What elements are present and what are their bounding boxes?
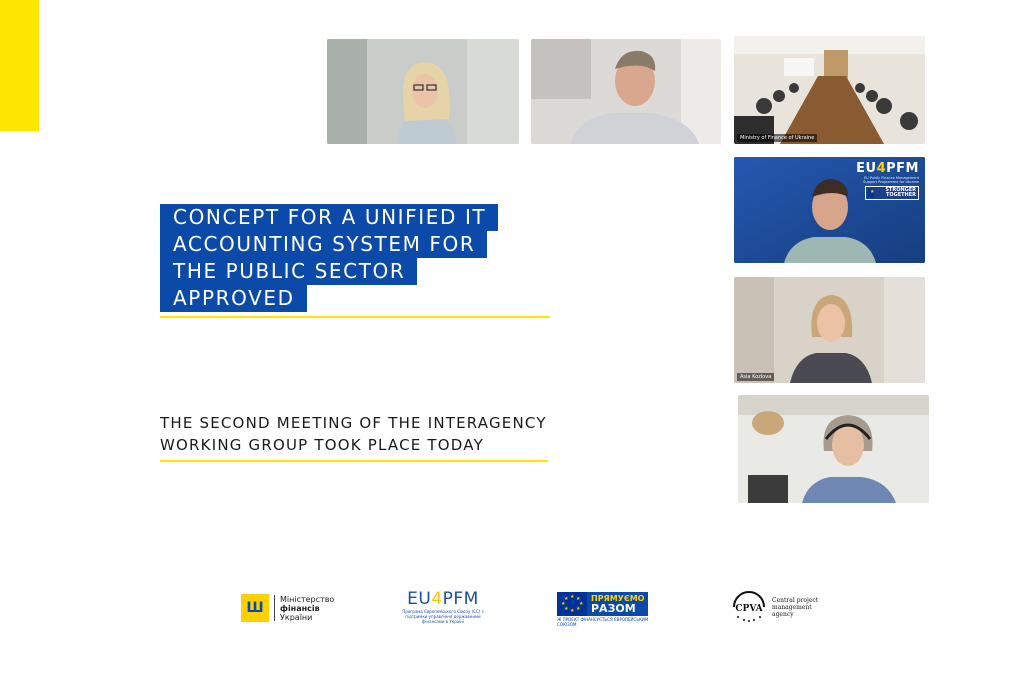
video-tile-participant-4 <box>734 157 925 263</box>
eu4pfm-caption: Програма Європейського Союзу (ЄС) з підтримки управління державними фінансами в Україні <box>402 609 484 624</box>
cpva-mark-icon <box>730 589 768 625</box>
eu4pfm-overlay-title: EU4PFM <box>856 161 919 176</box>
logo-divider <box>274 595 275 621</box>
eu-flag-icon <box>868 189 874 197</box>
participant-2-image <box>531 39 721 144</box>
room-label: Ministry of Finance of Ukraine <box>737 134 817 142</box>
video-tile-participant-2 <box>531 39 721 144</box>
pryamuyemo-razom-logo <box>557 592 653 627</box>
stronger-together-badge <box>865 186 919 200</box>
headline-line-3: THE PUBLIC SECTOR <box>160 258 417 285</box>
conference-room-image <box>734 36 925 144</box>
cpva-logo <box>730 589 830 625</box>
headline-underline <box>160 316 550 318</box>
yellow-accent-bar <box>0 0 39 131</box>
razom-caption: Ж ПРОЄКТ ФІНАНСУЄТЬСЯ ЄВРОПЕЙСЬКИМ СОЮЗОМ <box>557 617 649 627</box>
headline-line-2: ACCOUNTING SYSTEM FOR <box>160 231 487 258</box>
headline-line-4: APPROVED <box>160 285 307 312</box>
ministry-of-finance-logo <box>241 593 341 623</box>
video-tile-participant-1 <box>327 39 519 144</box>
stronger-together-text: STRONGER TOGETHER <box>885 187 916 198</box>
ministry-of-finance-text: Міністерство фінансів України <box>280 594 335 622</box>
subheadline-line-2: WORKING GROUP TOOK PLACE TODAY <box>160 436 484 454</box>
participant-1-image <box>327 39 519 144</box>
razom-words: ПРЯМУЄМО РАЗОМ <box>587 592 648 616</box>
cpva-abbr: CPVA <box>735 604 763 614</box>
headline-line-1: CONCEPT FOR A UNIFIED IT <box>160 204 498 231</box>
video-tile-participant-5 <box>734 277 925 383</box>
eu4pfm-overlay-subtitle: EU Public Finance Management Support Programme for Ukraine <box>863 176 919 184</box>
video-tile-participant-6 <box>738 395 929 503</box>
video-tile-conference-room <box>734 36 925 144</box>
trident-icon: Ш <box>241 594 269 622</box>
cpva-text: Central project management agency <box>772 596 819 618</box>
eu4pfm-logo <box>397 590 489 632</box>
subheadline-underline <box>160 460 548 462</box>
subheadline <box>160 412 640 456</box>
participant-name-label: Asia Kozlova <box>737 373 774 381</box>
headline <box>160 204 560 312</box>
subheadline-line-1: THE SECOND MEETING OF THE INTERAGENCY <box>160 414 547 432</box>
eu-flag-icon: ★ ★ ★ ★ ★ ★ ★ ★ <box>557 592 587 616</box>
participant-5-image <box>734 277 925 383</box>
eu4pfm-overlay <box>856 161 919 200</box>
eu4pfm-wordmark: EU4PFM <box>407 589 479 609</box>
participant-6-image <box>738 395 929 503</box>
